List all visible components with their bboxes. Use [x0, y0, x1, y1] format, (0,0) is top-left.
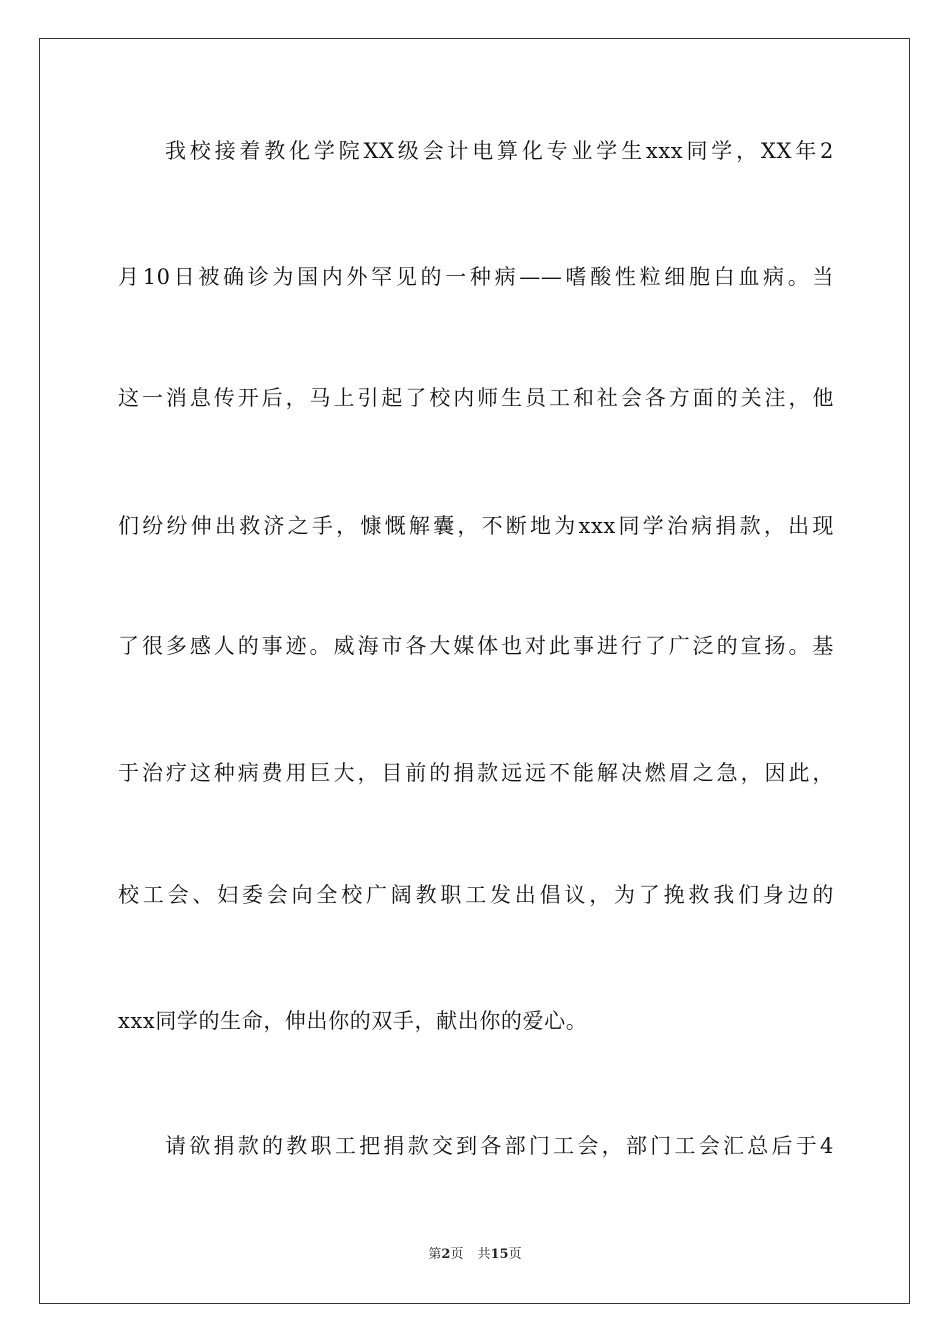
paragraph-line: 校工会、妇委会向全校广阔教职工发出倡议，为了挽救我们身边的 — [118, 883, 834, 907]
paragraph-line: 我校接着教化学院XX级会计电算化专业学生xxx同学，XX年2 — [165, 139, 834, 163]
current-page-number: 2 — [441, 1247, 451, 1262]
page-border — [39, 38, 910, 1304]
total-page-count: 15 — [490, 1247, 509, 1262]
total-prefix: 共 — [477, 1247, 491, 1262]
page-suffix: 页 — [450, 1247, 464, 1262]
paragraph-line: 这一消息传开后，马上引起了校内师生员工和社会各方面的关注，他 — [118, 386, 834, 410]
paragraph-line: xxx同学的生命，伸出你的双手，献出你的爱心。 — [118, 1009, 588, 1033]
page-prefix: 第 — [428, 1247, 442, 1262]
paragraph-line: 了很多感人的事迹。威海市各大媒体也对此事进行了广泛的宣扬。基 — [118, 634, 834, 658]
paragraph-line: 请欲捐款的教职工把捐款交到各部门工会，部门工会汇总后于4 — [165, 1134, 834, 1158]
paragraph-line: 们纷纷伸出救济之手，慷慨解囊，不断地为xxx同学治病捐款，出现 — [118, 514, 834, 538]
total-suffix: 页 — [508, 1247, 522, 1262]
paragraph-line: 于治疗这种病费用巨大，目前的捐款远远不能解决燃眉之急，因此， — [118, 761, 834, 785]
page-footer — [0, 1246, 950, 1264]
paragraph-line: 月10日被确诊为国内外罕见的一种病——嗜酸性粒细胞白血病。当 — [118, 265, 834, 289]
